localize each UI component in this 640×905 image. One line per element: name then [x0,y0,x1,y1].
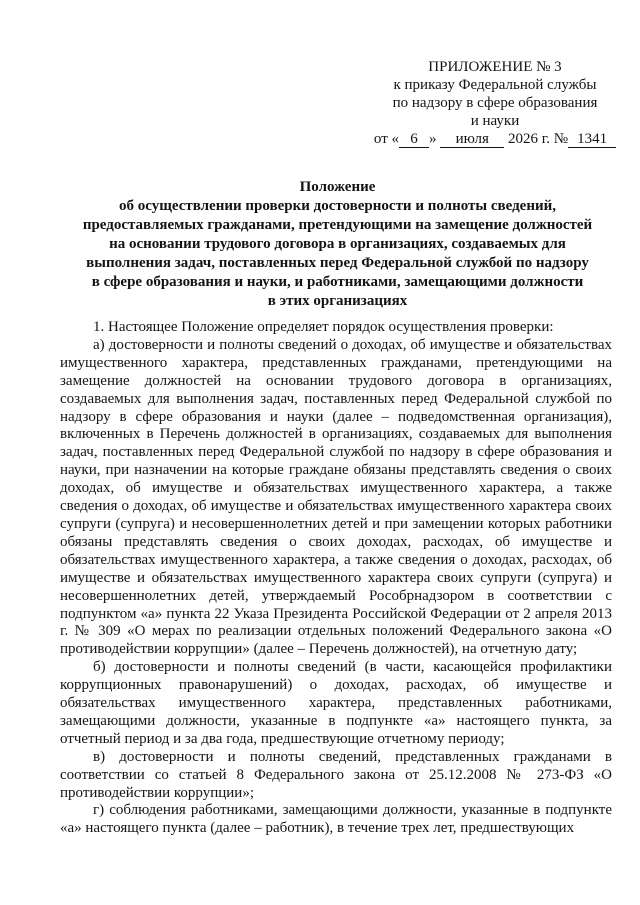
date-mid: » [429,131,437,147]
title-line: выполнения задач, поставленных перед Федеральной службой по надзору [86,255,589,271]
title-line: на основании трудового договора в организациях, создаваемых для [109,236,566,252]
title-line: в этих организациях [267,293,408,309]
title-line: предоставляемых гражданами, претендующими на замещение должностей [82,217,593,233]
order-day: 6 [399,132,429,148]
order-month: июля [440,132,504,148]
title-line: об осуществлении проверки достоверности и полноты сведений, [118,198,556,214]
order-year: 2026 г. № [508,131,569,147]
document-body [60,319,612,838]
appendix-block [370,58,620,148]
appendix-line: и науки [470,113,520,129]
paragraph: 1. Настоящее Положение определяет порядок осуществления проверки: [93,319,554,335]
appendix-line: к приказу Федеральной службы [393,77,597,93]
order-date-line [370,130,620,148]
document-title [70,178,605,311]
paragraph: в) достоверности и полноты сведений, представленных гражданами в соответствии со статьей 8 Федерального закона от 25.12.2008 № 273-ФЗ «О противодействии коррупции»; [60,748,612,801]
paragraph: б) достоверности и полноты сведений (в части, касающейся профилактики коррупционных правонарушений) о доходах, расходах, об имуществе и обязательствах имущественного характера, представленных работниками, замещающими должности, указанные в подпункте «а» настоящего пункта, за отчетный период и за два года, предшествующие отчетному периоду; [60,659,612,747]
appendix-line: по надзору в сфере образования [392,95,598,111]
title-line: Положение [299,179,376,195]
title-line: в сфере образования и науки, и работниками, замещающими должности [91,274,584,290]
paragraph: г) соблюдения работниками, замещающими должности, указанные в подпункте «а» настоящего пункта (далее – работник), в течение трех лет, предшествующих [60,802,612,837]
date-prefix: от « [373,131,400,147]
appendix-title: ПРИЛОЖЕНИЕ № 3 [428,59,562,75]
order-number: 1341 [568,132,616,148]
paragraph: а) достоверности и полноты сведений о доходах, об имуществе и обязательствах имущественного характера, представленных гражданами, претендующими на замещение должностей на основании трудового договора в организациях, создаваемых для выполнения задач, поставленных перед Федеральной службой по надзору в сфере образования и науки (далее – подведомственная организация), включенных в Перечень должностей в организациях, создаваемых для выполнения задач, поставленных перед Федеральной службой по надзору в сфере образования и науки, при назначении на которые граждане обязаны представлять сведения о своих доходах, об имуществе и обязательствах имущественного характера, а также сведения о доходах, об имуществе и обязательствах имущественного характера своих супруги (супруга) и несовершеннолетних детей и при замещении которых работники обязаны представлять сведения о своих доходах, расходах, об имуществе и обязательствах имущественного характера, а также сведения о доходах, расходах, об имуществе и обязательствах имущественного характера своих супруги (супруга) и несовершеннолетних детей, утверждаемый Рособрнадзором в соответствии с подпунктом «а» пункта 22 Указа Президента Российской Федерации от 2 апреля 2013 г. № 309 «О мерах по реализации отдельных положений Федерального закона «О противодействии коррупции» (далее – Перечень должностей), на отчетную дату; [60,336,612,658]
